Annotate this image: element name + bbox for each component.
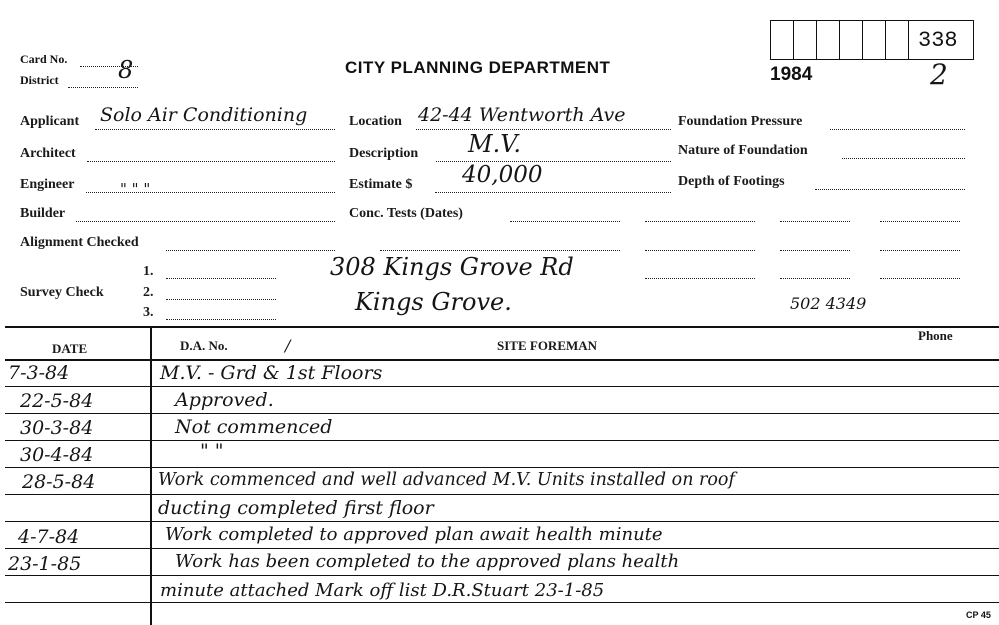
- survey-num-1: 1.: [143, 264, 154, 279]
- survey-num-2: 2.: [143, 285, 154, 300]
- entry-date: 28-5-84: [22, 471, 96, 493]
- conc-line-1: [510, 221, 620, 222]
- description-label: Description: [349, 146, 419, 161]
- phone-note: 502 4349: [790, 294, 867, 313]
- address-line-2: Kings Grove.: [355, 288, 512, 316]
- entry-text: minute attached Mark off list D.R.Stuart 23-1-85: [160, 580, 605, 601]
- conc-line-11: [880, 278, 960, 279]
- entry-text: ducting completed first floor: [158, 497, 434, 519]
- row-rule: [5, 440, 999, 441]
- da-value: /: [285, 336, 291, 355]
- estimate-label: Estimate $: [349, 177, 413, 192]
- conc-line-4: [880, 221, 960, 222]
- entry-date: 23-1-85: [8, 553, 82, 575]
- conc-line-5: [380, 250, 620, 251]
- district-line: [68, 87, 138, 88]
- conc-line-7: [780, 250, 850, 251]
- nature-foundation-line: [842, 158, 965, 159]
- entry-text: Approved.: [175, 389, 274, 411]
- estimate-value: 40,000: [462, 162, 543, 188]
- location-label: Location: [349, 114, 402, 129]
- foreman-header: SITE FOREMAN: [497, 338, 598, 353]
- date-header: DATE: [52, 341, 88, 356]
- estimate-line: [435, 192, 671, 193]
- row-rule: [5, 467, 999, 468]
- year: 1984: [770, 64, 813, 85]
- alignment-line: [166, 250, 335, 251]
- number-box-3: [816, 20, 840, 60]
- survey-line-3: [166, 319, 276, 320]
- location-value: 42-44 Wentworth Ave: [418, 104, 626, 126]
- page-title: CITY PLANNING DEPARTMENT: [345, 58, 611, 77]
- form-code: CP 45: [966, 610, 991, 620]
- engineer-label: Engineer: [20, 177, 75, 192]
- row-rule: [5, 494, 999, 495]
- address-line-1: 308 Kings Grove Rd: [330, 253, 574, 281]
- survey-label: Survey Check: [20, 285, 104, 300]
- applicant-label: Applicant: [20, 114, 80, 129]
- table-top-rule: [5, 326, 999, 328]
- district-value: 8: [118, 56, 134, 84]
- entry-text: M.V. - Grd & 1st Floors: [160, 362, 383, 384]
- number-box-4: [839, 20, 863, 60]
- number-box-2: [793, 20, 817, 60]
- number-box-6: [885, 20, 909, 60]
- da-header: D.A. No.: [180, 338, 228, 353]
- alignment-label: Alignment Checked: [20, 235, 139, 250]
- entry-text: Work commenced and well advanced M.V. Units installed on roof: [158, 470, 735, 490]
- row-rule: [5, 413, 999, 414]
- conc-line-2: [645, 221, 755, 222]
- row-rule: [5, 521, 999, 522]
- entry-date: 7-3-84: [8, 362, 70, 384]
- header-rule: [5, 359, 999, 361]
- entry-text: Work completed to approved plan await health minute: [165, 524, 663, 545]
- row-rule: [5, 386, 999, 387]
- entry-text: Work has been completed to the approved plans health: [175, 551, 680, 572]
- card-no-label: Card No.: [20, 52, 68, 66]
- engineer-value: " " ": [120, 180, 151, 198]
- survey-line-2: [166, 299, 276, 300]
- location-line: [416, 129, 671, 130]
- foundation-pressure-line: [830, 129, 965, 130]
- number-box-1: [770, 20, 794, 60]
- conc-line-6: [645, 250, 755, 251]
- nature-foundation-label: Nature of Foundation: [678, 143, 808, 158]
- number-box-5: [862, 20, 886, 60]
- applicant-value: Solo Air Conditioning: [100, 104, 308, 126]
- row-rule: [5, 575, 999, 576]
- entry-text: " ": [200, 440, 224, 462]
- card-suffix: 2: [930, 58, 948, 91]
- date-column-divider: [150, 326, 152, 625]
- survey-num-3: 3.: [143, 305, 154, 320]
- architect-label: Architect: [20, 146, 76, 161]
- survey-line-1: [166, 278, 276, 279]
- architect-line: [87, 161, 335, 162]
- depth-footings-label: Depth of Footings: [678, 174, 785, 189]
- conc-line-9: [645, 278, 755, 279]
- row-rule: [5, 602, 999, 603]
- entry-date: 30-3-84: [20, 417, 94, 439]
- builder-label: Builder: [20, 206, 66, 221]
- entry-text: Not commenced: [175, 416, 333, 438]
- district-label: District: [20, 73, 59, 87]
- depth-footings-line: [815, 189, 965, 190]
- conc-line-3: [780, 221, 850, 222]
- conc-tests-label: Conc. Tests (Dates): [349, 206, 463, 221]
- card-number: 338: [918, 28, 958, 53]
- conc-line-8: [880, 250, 960, 251]
- entry-date: 30-4-84: [20, 444, 94, 466]
- foundation-pressure-label: Foundation Pressure: [678, 114, 803, 129]
- conc-line-10: [780, 278, 850, 279]
- builder-line: [76, 221, 335, 222]
- entry-date: 4-7-84: [18, 526, 80, 548]
- applicant-line: [95, 129, 335, 130]
- row-rule: [5, 548, 999, 549]
- description-value: M.V.: [468, 130, 521, 158]
- entry-date: 22-5-84: [20, 390, 94, 412]
- phone-header: Phone: [918, 328, 953, 343]
